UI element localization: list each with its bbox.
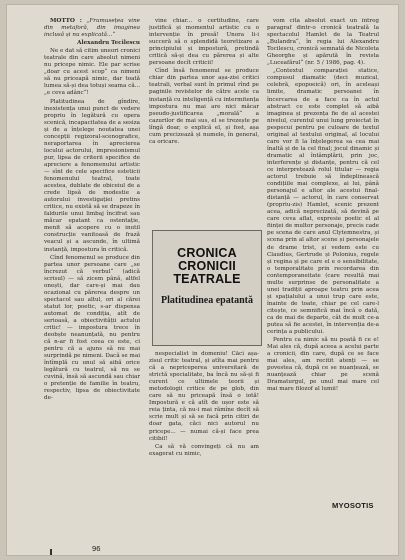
margin-mark xyxy=(50,549,52,555)
paragraph: Ca să vă convingeți că nu am exagerat cu nimic, xyxy=(149,443,259,457)
motto xyxy=(44,18,140,47)
motto-label: MOTTO : xyxy=(50,18,82,24)
column-1 xyxy=(44,18,140,404)
article-headline: Platitudinea epatantă xyxy=(161,295,253,306)
column-3 xyxy=(267,18,379,394)
page-number: 96 xyxy=(92,544,101,553)
section-title: CRONICA CRONICII TEATRALE xyxy=(173,246,241,286)
paragraph: Platitudinea de gîndire, inexistența unui punct de vedere propriu în legătură cu opera scenică, incapacitatea de a sesiza și de a înțelege noutatea unei concepții regizoral-scenografice, neraportarea în aprecierea locului actorului, impresionismul pur, lipsa de criterii specifice de apreciere a fenomenului artistic — sînt de cele specifice esteticii fenomenului teatral, toate acestea, dublate de obiceiul de a crede lipsă de modestie a autorului investigației pretins critice, nu există să se drapeze în faldurile unui limbaj încifrat sau măcar epatant ca ostentație, menit să acopere cu o inutil construcție vanitoasă de frază veacul și a ascunde, în ultimă instanță, impostura în critică. xyxy=(44,98,140,253)
magazine-page xyxy=(6,4,399,556)
paragraph: vom cita absolut exact un întreg paragraf dintr-o cronică teatrală la spectacolul Hamlet de la Teatrul „Bulandra“, în regia lui Alexandru Tocilescu, cronică semnată de Nicoleta Gheorghe și apărută în revista „Luceafărul“ (nr. 5 / 1986, pag. 4). xyxy=(267,18,379,67)
column-2-bottom xyxy=(149,351,259,459)
paragraph: Ne e dat să citim uneori cronici teatrale din care absolut nimeni nu pricepe nimic. Ele par scrise „doar cu acest scop“ ca nimeni să nu priceapă nimic, dar toată lumea să-și dea totuși seama că... „e ceva adânc“! xyxy=(44,48,140,97)
paragraph: Pentru ca nimic să nu poată fi ce e! Mai ales că, după aceea a acelui parte a cronicii, din care, după ce se face mai ales, am recitit atenți — se povestea că, după ce se nuanțează, se nuanțează chiar pe scenă Dramaturgul, pe unul mai mare cel mai mare filozof al lumii! xyxy=(267,337,379,393)
paragraph: vine chiar... o certitudine, care justifică și momentul artistic cu o intervenție în presă! Unora li-i succeră să o splendidă teoretizare a principiului și impostură, pretindă critică să-și dea cu părerea și alte persoane decît criticii! xyxy=(149,18,259,67)
author-signature: MYOSOTIS xyxy=(332,501,374,510)
motto-author: Alexandru Tecilescu xyxy=(77,40,140,47)
paragraph: nespecialist în domeniu! Căci așa-zisul critic teatral, și atîta mai pentru că a nepriceperea universitară de strictă specialitate, ba încă nu să-și fi curent ce ultimele teorii și metodologii critice de pe glob, din care să nu priceapă însă o iotă! Impostură e că atît de ușor este să reia ținta, că nu-i mai rămîne decît să scrie mult și să se facă prin citiri de doar gata, căci nici autorul nu pricepe... — numai că-și face prea citibil! xyxy=(149,351,259,442)
paragraph: „Contextul comparației statice, compusul diamatic (deci muzical, celebră, epopoeică) ori, în aceleași limite, dramatic persoanei în încercarea de a face ca în actul abstract ce este complet să aibă imaginea și prezența fie de al acestei nivelul, curentul unui lung proiectat în pespecui pentru pe culoare de textul original al textului original, al locului care vor fi la înțelegerea sa cea mai înaltă și de la cel final; jocul dinamic și dramatic al întâmplării, prin joc, interferențe și distanțe, pentru că cel ce interpretează rolul titular — regia actorul trebuie să îndeplinească condițiile mai complexe, ai lui, până personajul e altor ale acestui final-distanță — actorul, în care conservat (propriu-zis) Hamlet, scenic prezent acea, adică neprecizată, să devină pe care ceva aflat, expresie poetic el al ființei de multor personaje, precis cade pe scena de care anul Clytemnestra, și scena prin al altor scene și personajele de drame trist, și vedem este cu Claudius, Gertrude și Polonius, regele și regina și pe care el e o sensibilitate, o temporalitate prin recordarea din contemporaneitate (care resultă mai multe surprinse de personalitate a unei tradiții aproape teatru prin acea și spațialului a unui trup care este, înainte de toate, chiar pe cel care-l citește, ce semnifică mai încă o dată, ca de mai de departe, cât de mult ce-a putea să fie acestei, în intervenția de-a cerința a publicului. xyxy=(267,68,379,336)
paragraph: Cînd însă fenomenul se produce chiar din partea unor așa-zisi critici teatrali, verbal sunt în primul rînd pe paginile revistelor de către acele ca instanță cu inteligență cu intermitența impostura nu mai are nici măcar pseudo-justificarea „morală“ a cazurilor de mai sus, el se trezește pe lîngă doar, o explică el, și fost, așa cum precizează și numele, în general, ca oricare. xyxy=(149,68,259,145)
title-box xyxy=(152,230,262,346)
column-2-top xyxy=(149,18,259,147)
paragraph: Cînd fenomenul se produce din partea unor persoane care „se încrezut că verbul“ (adică scrisul) — să zicem până, altfel onești, dar care-și mai dau ocazional cu părerea despre un spectacol sau altul, ori al cărei statut lor, poetic, s-ar dispensa automat de condiția, atît de serioasă, a obiectivității actului critic! — impostura trece în deobște neanunțată, nu pentru că n-ar fi fost ceea ce este, ci pentru că a ajuns să nu mai surprindă pe nimeni. Dacă se mai întîmplă cu unul să aibă orice legătură cu teatrul, să nu se cuvină, însă să ascundă sau chiar o pretenție de familie în teatru, respectiv, lipsa de obiectivitate de- xyxy=(44,254,140,402)
motto-text: „Frumusețea vine din metaforă, din imaginea inclusă și nu explicată...“ xyxy=(44,18,140,39)
